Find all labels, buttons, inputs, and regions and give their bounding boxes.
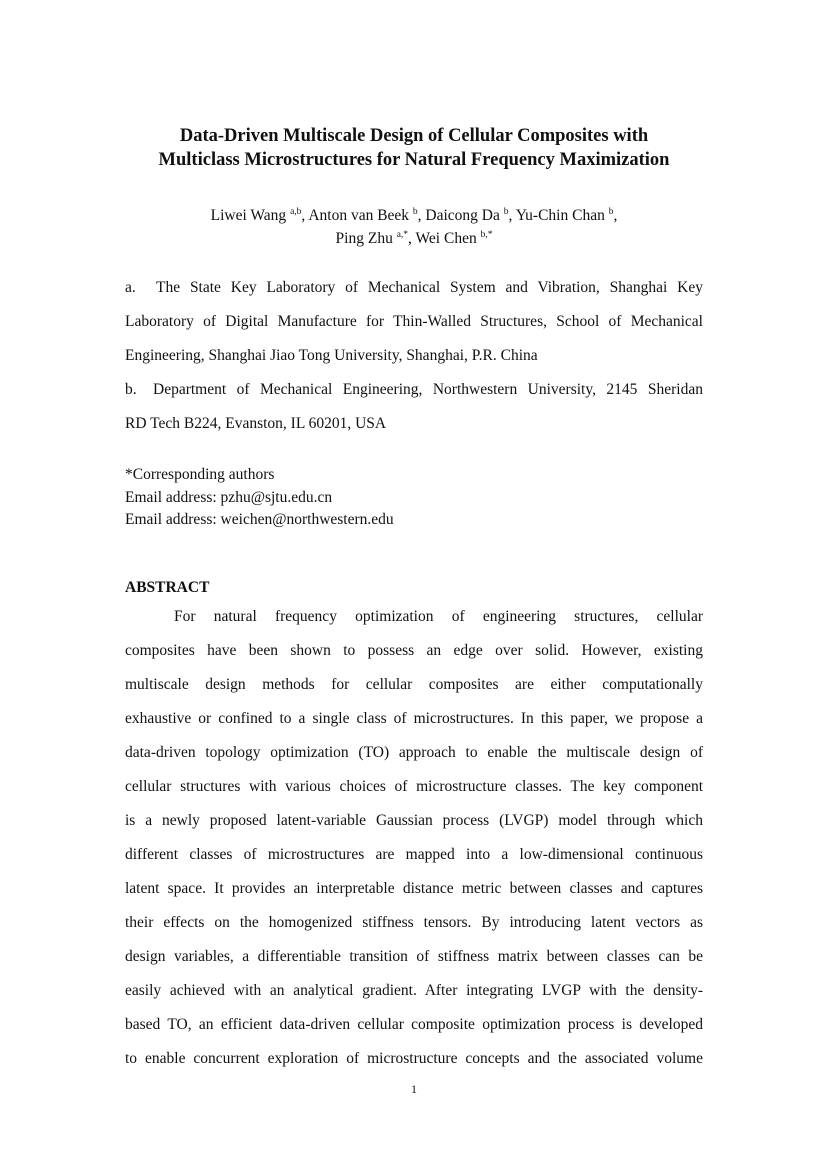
abstract-line: multiscale design methods for cellular composites are either computationally	[125, 676, 703, 693]
abstract-line: their effects on the homogenized stiffness tensors. By introducing latent vectors as	[125, 914, 703, 931]
abstract-line: based TO, an efficient data-driven cellular composite optimization process is developed	[125, 1016, 703, 1033]
author-affiliation-mark: b	[412, 207, 418, 217]
author-name: Ping Zhu	[335, 230, 393, 247]
abstract-line: For natural frequency optimization of engineering structures, cellular	[174, 608, 703, 625]
author-name: Liwei Wang	[210, 207, 287, 224]
affiliation-a-line-3: Engineering, Shanghai Jiao Tong University, Shanghai, P.R. China	[125, 347, 538, 364]
author-name: Wei Chen	[415, 230, 477, 247]
author-line-2	[0, 227, 828, 250]
author-name: Anton van Beek	[308, 207, 410, 224]
author-name: Daicong Da	[425, 207, 500, 224]
email-address-1: Email address: pzhu@sjtu.edu.cn	[125, 488, 333, 506]
author-affiliation-mark: b,*	[480, 230, 493, 240]
author-affiliation-mark: a,b	[290, 207, 302, 217]
abstract-line: data-driven topology optimization (TO) approach to enable the multiscale design of	[125, 744, 703, 761]
affiliation-b-line-2: RD Tech B224, Evanston, IL 60201, USA	[125, 415, 387, 432]
author-affiliation-mark: b	[608, 207, 614, 217]
abstract-line: to enable concurrent exploration of microstructure concepts and the associated volume	[125, 1050, 703, 1067]
title-line-1: Data-Driven Multiscale Design of Cellular Composites with	[179, 126, 649, 146]
paper-title	[0, 124, 828, 172]
affiliation-text: Department of Mechanical Engineering, Northwestern University, 2145 Sheridan	[153, 381, 703, 398]
abstract-body	[125, 600, 703, 1076]
email-address-2: Email address: weichen@northwestern.edu	[125, 511, 394, 528]
abstract-line: easily achieved with an analytical gradient. After integrating LVGP with the density-	[125, 982, 703, 999]
page-number: 1	[411, 1082, 417, 1096]
author-name: Yu-Chin Chan	[515, 207, 605, 224]
author-separator: ,	[301, 207, 309, 224]
author-line-1	[0, 204, 828, 227]
abstract-heading: ABSTRACT	[125, 579, 210, 596]
author-list	[0, 204, 828, 250]
affiliation-text: The State Key Laboratory of Mechanical System and Vibration, Shanghai Key	[156, 279, 703, 296]
author-separator: ,	[613, 207, 618, 224]
contact-block	[125, 464, 394, 532]
author-affiliation-mark: a,*	[396, 230, 409, 240]
abstract-line: design variables, a differentiable transition of stiffness matrix between classes can be	[125, 948, 703, 965]
corresponding-note: *Corresponding authors	[125, 466, 275, 483]
abstract-line: latent space. It provides an interpretable distance metric between classes and captures	[125, 880, 703, 897]
affiliation-b	[125, 373, 703, 441]
abstract-line: composites have been shown to possess an edge over solid. However, existing	[125, 642, 703, 659]
affiliation-a-line-1	[125, 271, 703, 305]
author-separator: ,	[508, 207, 516, 224]
affiliation-b-line-1	[125, 373, 703, 407]
title-line-2: Multiclass Microstructures for Natural Frequency Maximization	[158, 150, 670, 170]
affiliation-a	[125, 271, 703, 373]
affiliation-a-label: a.	[125, 279, 136, 296]
author-separator: ,	[417, 207, 426, 224]
abstract-line: is a newly proposed latent-variable Gaussian process (LVGP) model through which	[125, 812, 703, 829]
affiliation-a-line-2: Laboratory of Digital Manufacture for Thin-Walled Structures, School of Mechanical	[125, 313, 703, 330]
affiliation-b-label: b.	[125, 381, 137, 398]
abstract-line: different classes of microstructures are mapped into a low-dimensional continuous	[125, 846, 703, 863]
abstract-line: cellular structures with various choices of microstructure classes. The key component	[125, 778, 703, 795]
abstract-line: exhaustive or confined to a single class of microstructures. In this paper, we propose a	[125, 710, 703, 727]
author-affiliation-mark: b	[503, 207, 509, 217]
author-separator: ,	[408, 230, 416, 247]
